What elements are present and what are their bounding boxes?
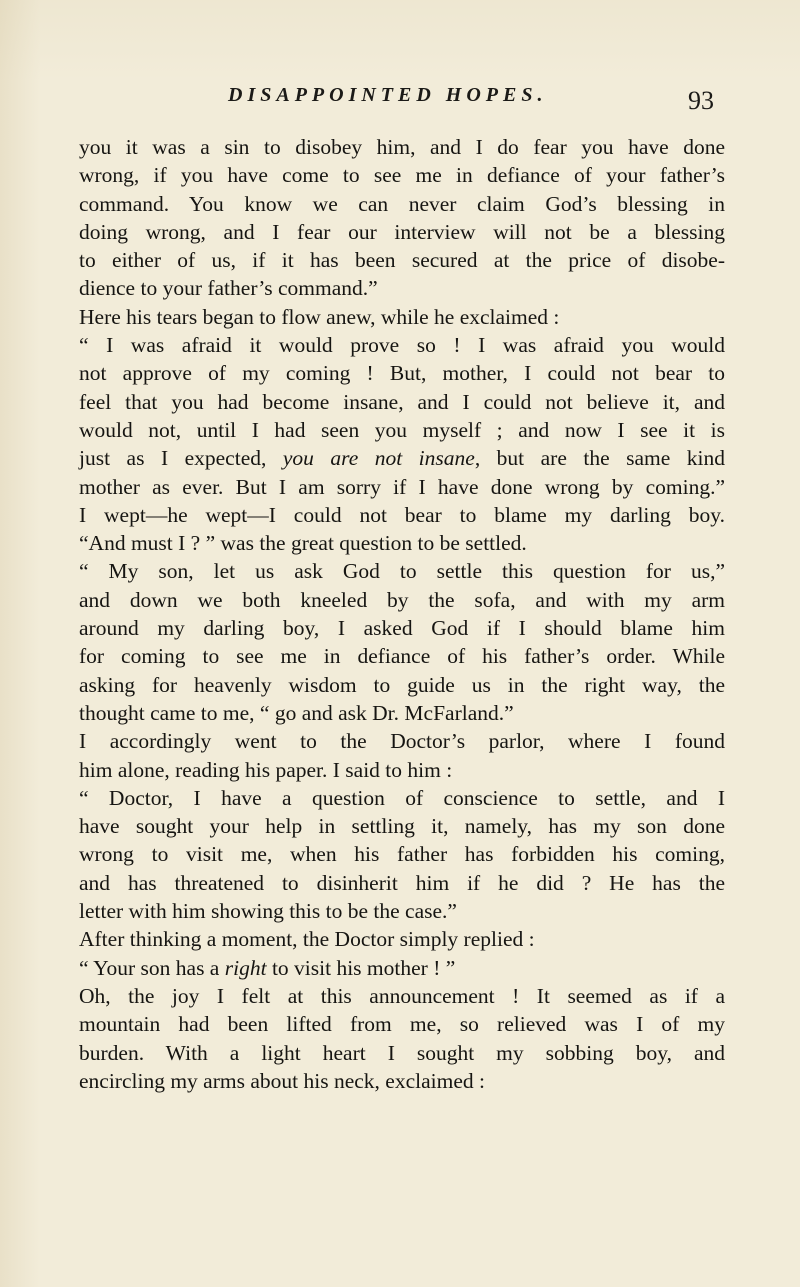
text-line: command. You know we can never claim God’s blessing in [79, 191, 725, 216]
text-line: wrong to visit me, when his father has forbidden his coming, [79, 842, 725, 867]
text-line: would not, until I had seen you myself ; and now I see it is [79, 417, 725, 442]
text-line: I wept—he wept—I could not bear to blame my darling boy. [79, 502, 725, 527]
text-line: burden. With a light heart I sought my sobbing boy, and [79, 1040, 725, 1065]
text-line: Oh, the joy I felt at this announcement ! It seemed as if a [79, 983, 725, 1008]
text-line: and down we both kneeled by the sofa, and with my arm [79, 587, 725, 612]
text-line: “And must I ? ” was the great question to be settled. [79, 531, 527, 556]
text-line: asking for heavenly wisdom to guide us in the right way, the [79, 672, 725, 697]
text-line: “ I was afraid it would prove so ! I was afraid you would [79, 333, 725, 358]
running-head: DISAPPOINTED HOPES. [228, 84, 548, 106]
text-line: him alone, reading his paper. I said to him : [79, 757, 453, 782]
text-line: mother as ever. But I am sorry if I have done wrong by coming.” [79, 474, 725, 499]
text-line: and has threatened to disinherit him if he did ? He has the [79, 870, 725, 895]
text-line: around my darling boy, I asked God if I should blame him [79, 616, 725, 641]
text-line: thought came to me, “ go and ask Dr. McFarland.” [79, 700, 514, 725]
italic-emphasis: right [224, 955, 267, 980]
text-line: Here his tears began to flow anew, while he exclaimed : [79, 304, 560, 329]
text-line: doing wrong, and I fear our interview will not be a blessing [79, 219, 725, 244]
text-line: have sought your help in settling it, namely, has my son done [79, 814, 725, 839]
italic-emphasis: you are not insane [282, 446, 475, 471]
text-line: mountain had been lifted from me, so relieved was I of my [79, 1012, 725, 1037]
text-line: “ Doctor, I have a question of conscience to settle, and I [79, 785, 725, 810]
text-line: dience to your father’s command.” [79, 276, 378, 301]
text-line: letter with him showing this to be the case.” [79, 899, 457, 924]
text-line: you it was a sin to disobey him, and I do fear you have done [79, 135, 725, 159]
body-text [79, 133, 725, 1095]
text-line: wrong, if you have come to see me in defiance of your father’s [79, 163, 725, 188]
text-line: just as I expected, you are not insane, but are the same kind [79, 446, 725, 471]
page-number: 93 [688, 86, 714, 115]
text-line: After thinking a moment, the Doctor simply replied : [79, 927, 535, 952]
text-line: “ My son, let us ask God to settle this question for us,” [79, 559, 725, 584]
text-line: I accordingly went to the Doctor’s parlor, where I found [79, 729, 725, 754]
text-line: feel that you had become insane, and I could not believe it, and [79, 389, 725, 414]
text-line: “ Your son has a right to visit his mother ! ” [79, 955, 456, 980]
text-line: encircling my arms about his neck, exclaimed : [79, 1068, 485, 1093]
text-line: not approve of my coming ! But, mother, I could not bear to [79, 361, 725, 386]
text-line: for coming to see me in defiance of his father’s order. While [79, 644, 725, 669]
text-line: to either of us, if it has been secured at the price of disobe- [79, 248, 725, 273]
